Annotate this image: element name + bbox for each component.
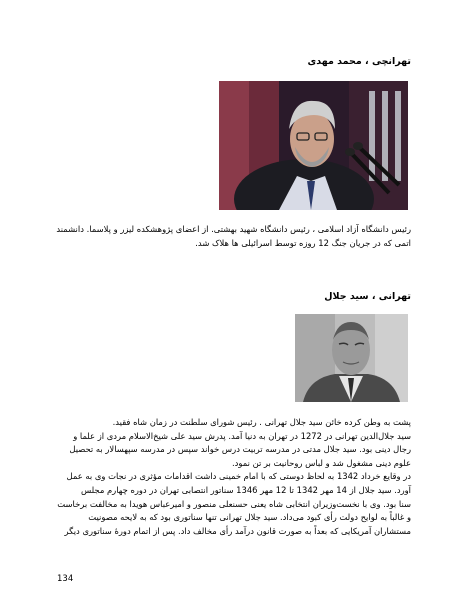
- text-line: پشت به وطن کرده خائن سید جلال تهرانی . رئیس شورای سلطنت در زمان شاه فقید.: [112, 417, 411, 427]
- text-line: در وقایع خرداد 1342 به لحاظ دوستی که با امام خمینی داشت اقدامات مؤثری در نجات وی به عمل: [66, 471, 411, 482]
- text-line: علوم دینی مشغول شد و لباس روحانیت بر تن نمود.: [232, 457, 411, 468]
- text-line: رجال دینی بود. سید جلال مدتی در مدرسه تربیت درس خواند سپس در مدرسه سپهسالار به تحصیل: [69, 444, 411, 455]
- text-line: سنا بود. وی با نخست‌وزیران انتخابی شاه یعنی حسنعلی منصور و امیرعباس هویدا به مخالفت برخاست: [57, 498, 411, 509]
- text-line: و غالباً به لوایح دولت رأی کبود می‌داد. سید جلال تهرانی تنها سناتوری بود که به لایحه مصونیت: [88, 512, 411, 523]
- entry-heading-tehranchi: تهرانچی ، محمد مهدی: [307, 56, 411, 67]
- page-number: 134: [57, 574, 74, 584]
- text-line: مستشاران آمریکایی که بعداً به صورت قانون درآمد رأی مخالف داد. پس از اتمام دورهٔ سناتوری دیگر: [64, 525, 411, 536]
- text-line: اتمی که در جریان جنگ 12 روزه توسط اسرائیلی ها هلاک شد.: [195, 237, 411, 248]
- text-line: سید جلال‌الدین تهرانی در 1272 در تهران به دنیا آمد. پدرش سید علی شیخ‌الاسلام مردی از علما و: [73, 430, 411, 441]
- entry-text-tehrani: [55, 416, 411, 538]
- text-line: رئیس دانشگاه آزاد اسلامی ، رئیس دانشگاه شهید بهشتی. از اعضای پژوهشکده لیزر و پلاسما. دانشمند: [56, 224, 411, 234]
- entry-heading-tehrani: تهرانی ، سید جلال: [324, 291, 411, 302]
- entry-text-tehranchi: [55, 223, 411, 250]
- text-line: آورد. سید جلال از 14 مهر 1342 تا 12 مهر 1346 سناتور انتصابی تهران در دوره چهارم مجلس: [80, 484, 411, 495]
- portrait-photo-tehranchi: [219, 81, 408, 210]
- portrait-photo-tehrani: [295, 314, 408, 402]
